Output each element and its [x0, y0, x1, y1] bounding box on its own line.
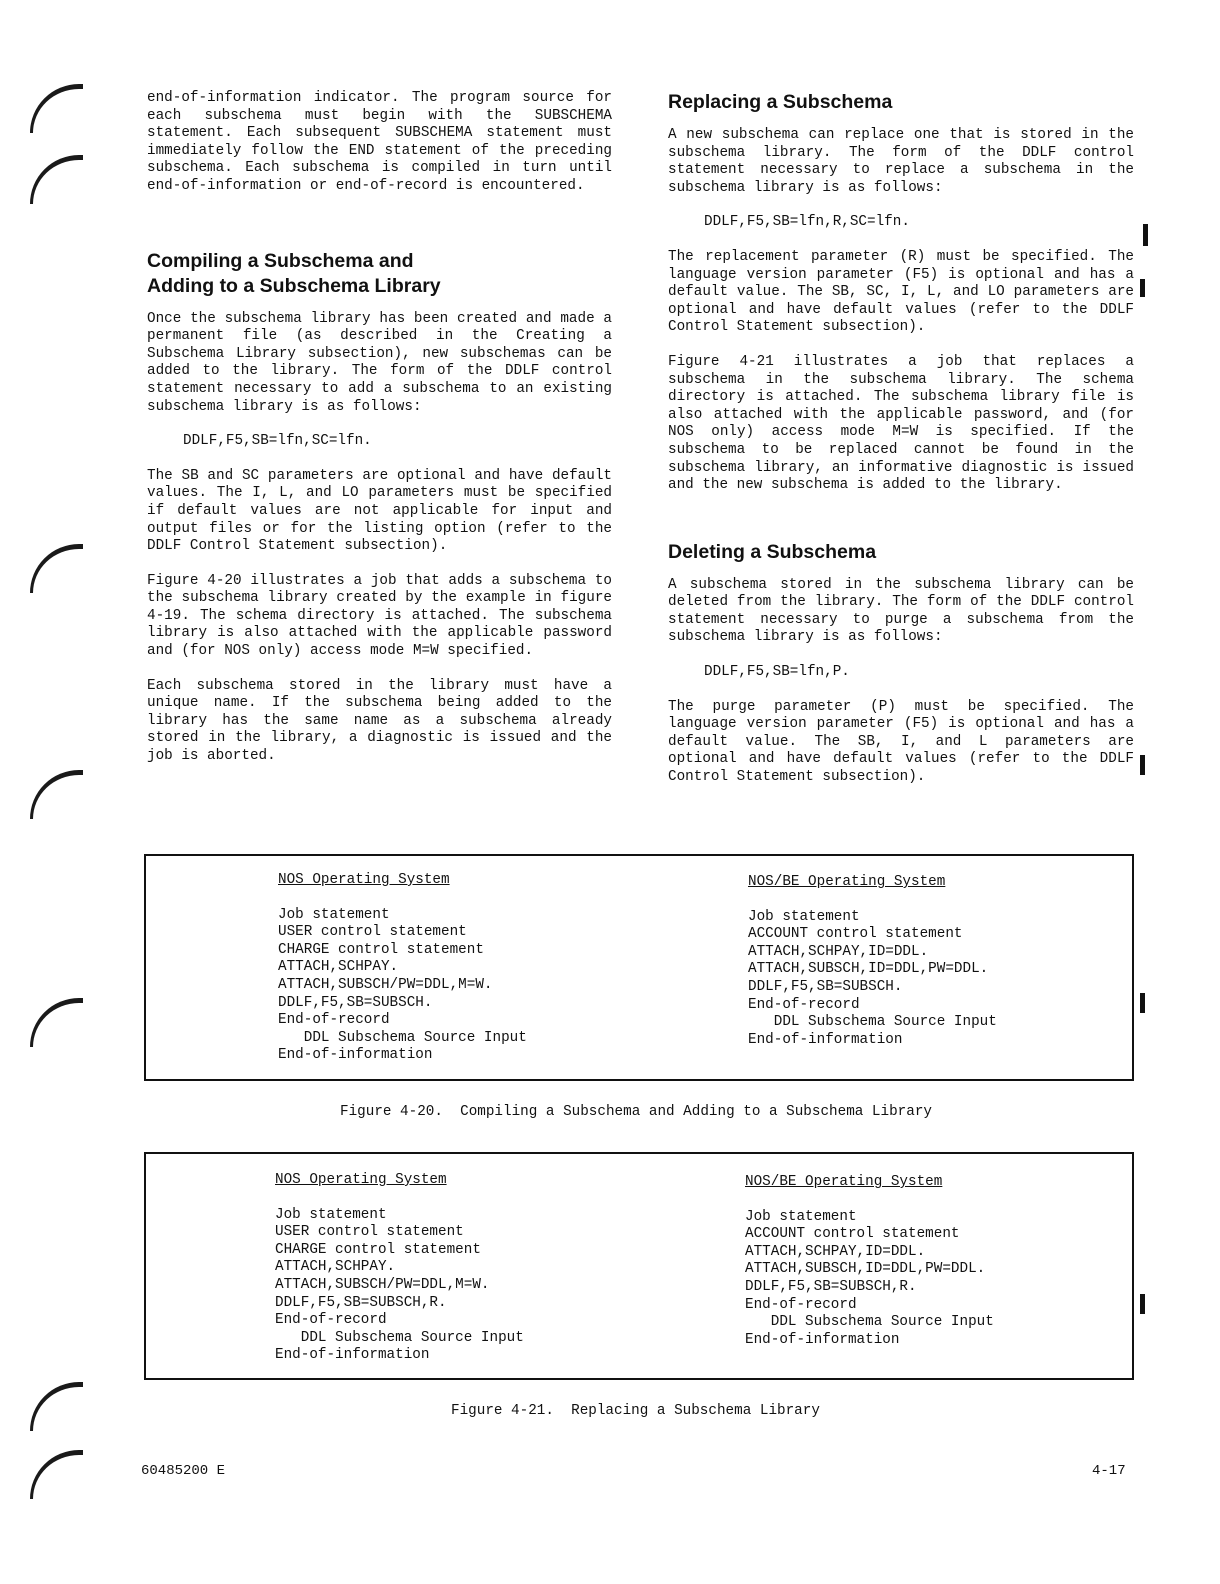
nos-lines — [278, 907, 527, 1065]
paragraph: end-of-information indicator. The program source for each subschema must begin with the SUBSCHEMA statement. Each subsequent SUBSCHEMA statement must immediately follow the END statement of the preceding subschema. Each subschema is compiled in turn until end-of-information or end-of-record is encountered. — [147, 90, 612, 194]
job-line: ATTACH,SCHPAY. — [278, 959, 399, 976]
job-line: End-of-information — [278, 1047, 433, 1064]
paragraph: Each subschema stored in the library must have a unique name. If the subschema being added to the library has the same name as a subschema already stored in the library, a diagnostic is issued and the job is aborted. — [147, 677, 612, 765]
change-bar — [1143, 224, 1148, 246]
job-line: Job statement — [278, 906, 390, 923]
job-line: ACCOUNT control statement — [748, 926, 963, 943]
job-line: DDLF,F5,SB=SUBSCH,R. — [275, 1294, 447, 1311]
heading-line: Adding to a Subschema Library — [147, 274, 441, 297]
nos-listing — [278, 872, 527, 1065]
job-line: ATTACH,SUBSCH/PW=DDL,M=W. — [278, 976, 493, 993]
code-statement: DDLF,F5,SB=lfn,R,SC=lfn. — [704, 214, 910, 231]
job-line: End-of-information — [275, 1347, 430, 1364]
job-line: DDLF,F5,SB=SUBSCH. — [278, 994, 433, 1011]
job-line: End-of-record — [275, 1312, 387, 1329]
job-line: End-of-record — [745, 1296, 857, 1313]
binder-hole-mark — [30, 998, 83, 1047]
binder-hole-mark — [30, 1382, 83, 1431]
paragraph: Figure 4-21 illustrates a job that replaces a subschema in the subschema library. The schema directory is attached. The subschema library file is also attached with the applicable password, and (for NOS only) access mode M=W is specified. If the subschema to be replaced cannot be found in the subschema library, an informative diagnostic is issued and the new subschema is added to the library. — [668, 353, 1134, 494]
change-bar — [1140, 279, 1145, 297]
nosbe-listing — [745, 1174, 994, 1349]
left-column — [147, 90, 612, 783]
job-line: USER control statement — [275, 1224, 464, 1241]
figure-caption: Figure 4-20. Compiling a Subschema and Adding to a Subschema Library — [340, 1104, 932, 1120]
job-line: Job statement — [748, 908, 860, 925]
job-line: DDLF,F5,SB=SUBSCH,R. — [745, 1278, 917, 1295]
job-line: DDL Subschema Source Input — [745, 1314, 994, 1331]
job-line: ATTACH,SUBSCH/PW=DDL,M=W. — [275, 1276, 490, 1293]
paragraph: A new subschema can replace one that is stored in the subschema library. The form of the DDLF control statement necessary to replace a subschema in the subschema library is as follows: — [668, 127, 1134, 196]
code-statement: DDLF,F5,SB=lfn,P. — [704, 664, 850, 681]
job-line: Job statement — [745, 1208, 857, 1225]
nos-header: NOS Operating System — [278, 872, 450, 888]
nosbe-listing — [748, 874, 997, 1049]
change-bar — [1140, 755, 1145, 775]
nosbe-header: NOS/BE Operating System — [748, 874, 946, 890]
job-line: End-of-record — [278, 1012, 390, 1029]
figure-caption: Figure 4-21. Replacing a Subschema Library — [451, 1403, 820, 1419]
binder-hole-mark — [30, 770, 83, 819]
heading-line: Compiling a Subschema and — [147, 249, 414, 272]
paragraph: The purge parameter (P) must be specified. The language version parameter (F5) is optional and has a default value. The SB, I, and L parameters are optional and have default values (refer to the DDLF Control Statement subsection). — [668, 698, 1134, 786]
job-line: ATTACH,SUBSCH,ID=DDL,PW=DDL. — [745, 1261, 986, 1278]
job-line: ATTACH,SCHPAY,ID=DDL. — [745, 1243, 926, 1260]
paragraph: The replacement parameter (R) must be specified. The language version parameter (F5) is optional and has a default value. The SB, SC, I, L, and LO parameters are optional and have default values (refer to the DDLF Control Statement subsection). — [668, 248, 1134, 336]
section-heading-compiling — [147, 249, 612, 299]
nosbe-lines — [748, 909, 997, 1050]
job-line: End-of-information — [748, 1031, 903, 1048]
figure-4-20-box — [144, 854, 1134, 1081]
section-heading-replacing: Replacing a Subschema — [668, 91, 893, 113]
paragraph: The SB and SC parameters are optional and have default values. The I, L, and LO parameters must be specified if default values are not applicable for input and output files or for the listing option (refer to the DDLF Control Statement subsection). — [147, 467, 612, 555]
paragraph: A subschema stored in the subschema library can be deleted from the library. The form of the DDLF control statement necessary to purge a subschema from the subschema library is as follows: — [668, 576, 1134, 646]
binder-hole-mark — [30, 1450, 83, 1499]
section-heading-deleting: Deleting a Subschema — [668, 540, 877, 563]
change-bar — [1140, 1294, 1145, 1314]
nos-lines — [275, 1207, 524, 1365]
nos-header: NOS Operating System — [275, 1172, 447, 1188]
job-line: End-of-information — [745, 1331, 900, 1348]
binder-hole-mark — [30, 155, 83, 204]
job-line: CHARGE control statement — [275, 1241, 481, 1258]
change-bar — [1140, 993, 1145, 1013]
binder-hole-mark — [30, 84, 83, 133]
page-number: 4-17 — [1092, 1463, 1126, 1479]
job-line: DDLF,F5,SB=SUBSCH. — [748, 978, 903, 995]
nosbe-lines — [745, 1209, 994, 1350]
job-line: DDL Subschema Source Input — [275, 1329, 524, 1346]
job-line: ATTACH,SCHPAY. — [275, 1259, 396, 1276]
job-line: ACCOUNT control statement — [745, 1226, 960, 1243]
figure-4-21-box — [144, 1152, 1134, 1380]
document-number: 60485200 E — [141, 1463, 226, 1479]
job-line: DDL Subschema Source Input — [748, 1014, 997, 1031]
job-line: Job statement — [275, 1206, 387, 1223]
binder-hole-mark — [30, 544, 83, 593]
nos-listing — [275, 1172, 524, 1365]
nosbe-header: NOS/BE Operating System — [745, 1174, 943, 1190]
right-column — [668, 90, 1134, 804]
job-line: USER control statement — [278, 924, 467, 941]
paragraph: Once the subschema library has been created and made a permanent file (as described in the Creating a Subschema Library subsection), new subschemas can be added to the library. The form of the DDLF control statement necessary to add a subschema to an existing subschema library is as follows: — [147, 310, 612, 415]
job-line: ATTACH,SUBSCH,ID=DDL,PW=DDL. — [748, 961, 989, 978]
job-line: CHARGE control statement — [278, 941, 484, 958]
job-line: End-of-record — [748, 996, 860, 1013]
code-statement: DDLF,F5,SB=lfn,SC=lfn. — [183, 433, 372, 450]
paragraph: Figure 4-20 illustrates a job that adds a subschema to the subschema library created by the example in figure 4-19. The schema directory is attached. The subschema library is also attached with the applicable password and (for NOS only) access mode M=W specified. — [147, 572, 612, 660]
job-line: DDL Subschema Source Input — [278, 1029, 527, 1046]
job-line: ATTACH,SCHPAY,ID=DDL. — [748, 943, 929, 960]
